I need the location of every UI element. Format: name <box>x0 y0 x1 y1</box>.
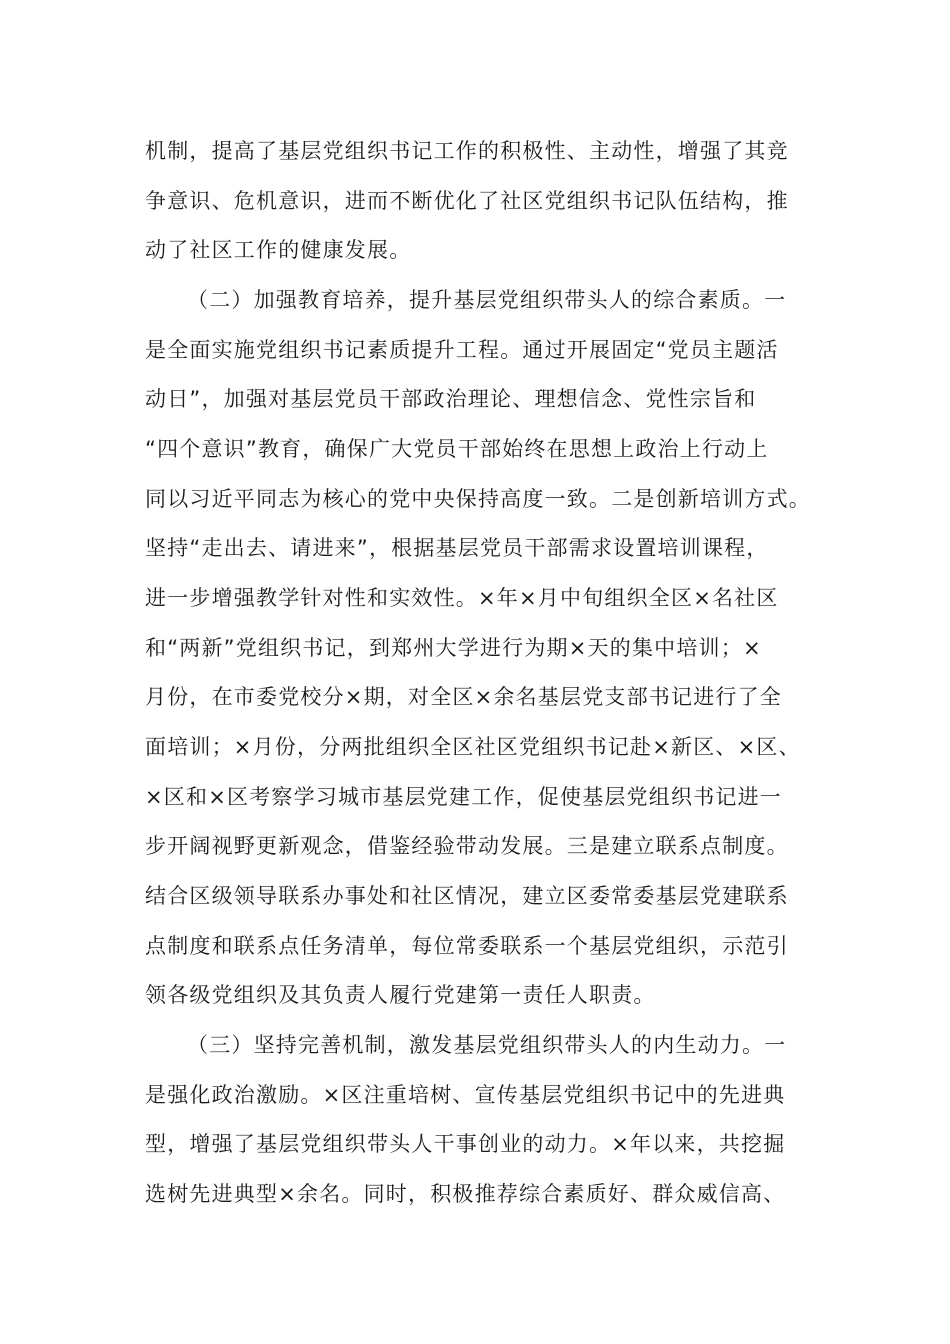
text-line: 动日”，加强对基层党员干部政治理论、理想信念、党性宗旨和 <box>145 387 757 411</box>
text-line: 同以习近平同志为核心的党中央保持高度一致。二是创新培训方式。 <box>145 487 811 511</box>
text-line: 选树先进典型×余名。同时，积极推荐综合素质好、群众威信高、 <box>145 1182 786 1206</box>
text-line: 机制，提高了基层党组织书记工作的积极性、主动性，增强了其竞 <box>145 139 789 163</box>
text-line: 争意识、危机意识，进而不断优化了社区党组织书记队伍结构，推 <box>145 189 789 213</box>
section-heading-line: （二）加强教育培养，提升基层党组织带头人的综合素质。一 <box>187 288 787 312</box>
text-line: 进一步增强教学针对性和实效性。×年×月中旬组织全区×名社区 <box>145 586 779 610</box>
text-line: 月份，在市委党校分×期，对全区×余名基层党支部书记进行了全 <box>145 685 782 709</box>
text-line: ×区和×区考察学习城市基层党建工作，促使基层党组织书记进一 <box>145 785 782 809</box>
text-line: 领各级党组织及其负责人履行党建第一责任人职责。 <box>145 983 656 1007</box>
text-line: 是强化政治激励。×区注重培树、宣传基层党组织书记中的先进典 <box>145 1083 786 1107</box>
text-line: 是全面实施党组织书记素质提升工程。通过开展固定“党员主题活 <box>145 338 779 362</box>
text-line: 面培训；×月份，分两批组织全区社区党组织书记赴×新区、×区、 <box>145 735 801 759</box>
text-line: 步开阔视野更新观念，借鉴经验带动发展。三是建立联系点制度。 <box>145 834 789 858</box>
text-line: 和“两新”党组织书记，到郑州大学进行为期×天的集中培训；× <box>145 636 762 660</box>
text-line: 结合区级领导联系办事处和社区情况，建立区委常委基层党建联系 <box>145 884 789 908</box>
section-heading-line: （三）坚持完善机制，激发基层党组织带头人的内生动力。一 <box>187 1033 787 1057</box>
text-line: 动了社区工作的健康发展。 <box>145 238 412 262</box>
text-line: 坚持“走出去、请进来”，根据基层党员干部需求设置培训课程， <box>145 536 769 560</box>
text-line: 点制度和联系点任务清单，每位常委联系一个基层党组织，示范引 <box>145 934 789 958</box>
text-line: 型，增强了基层党组织带头人干事创业的动力。×年以来，共挖掘 <box>145 1132 786 1156</box>
text-line: “四个意识”教育，确保广大党员干部始终在思想上政治上行动上 <box>145 437 769 461</box>
